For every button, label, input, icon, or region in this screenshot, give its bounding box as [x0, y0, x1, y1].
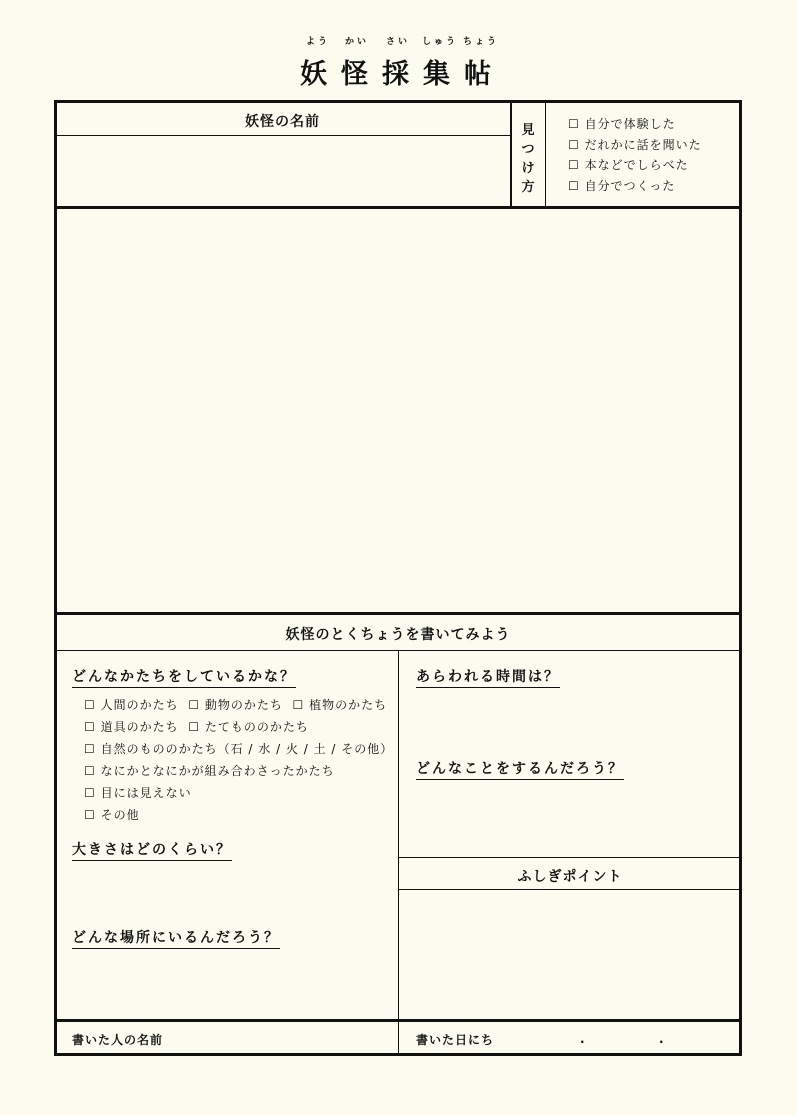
option-label: なにかとなにかが組み合わさったかたち	[100, 764, 335, 778]
mystery-heading: ふしぎポイント	[517, 869, 623, 885]
title-char-2: 怪	[341, 59, 368, 90]
option-label: 目には見えない	[100, 786, 192, 800]
option-label: だれかに話を聞いた	[584, 137, 702, 152]
yokai-name-label: 妖怪の名前	[245, 114, 320, 130]
found-label-char: つ	[521, 142, 535, 157]
found-method-label	[518, 121, 538, 197]
checkbox-icon[interactable]: ☐	[292, 698, 305, 712]
checkbox-icon[interactable]: ☐	[84, 808, 96, 822]
found-label-char: け	[521, 161, 535, 176]
found-option[interactable]	[568, 176, 702, 197]
checkbox-icon[interactable]: ☐	[84, 698, 96, 712]
divider-mystery-heading	[398, 889, 742, 890]
option-label: 動物のかたち	[204, 698, 283, 712]
shape-row	[84, 716, 393, 738]
checkbox-icon[interactable]: ☐	[188, 698, 201, 712]
ruby-sai: さい	[386, 37, 411, 47]
shape-row	[84, 804, 393, 826]
divider-top	[54, 206, 742, 209]
drawing-area[interactable]	[57, 210, 739, 611]
place-question: どんな場所にいるんだろう？	[72, 930, 280, 949]
checkbox-icon[interactable]: ☐	[84, 786, 96, 800]
ruby-chou: ちょう	[463, 37, 500, 47]
option-label: たてもののかたち	[204, 720, 309, 734]
ruby-shuu: しゅう	[422, 37, 459, 47]
mystery-field[interactable]	[400, 891, 739, 1018]
option-label: 人間のかたち	[100, 698, 179, 712]
divider-features-columns	[398, 651, 399, 1056]
divider-found-options	[545, 100, 546, 208]
shape-row	[84, 782, 393, 804]
size-question: 大きさはどのくらい？	[72, 842, 232, 861]
title-char-1: 妖	[300, 59, 327, 90]
checkbox-icon[interactable]: ☐	[568, 158, 580, 172]
checkbox-icon[interactable]: ☐	[84, 764, 96, 778]
found-method-options	[568, 114, 702, 196]
shape-row	[84, 760, 393, 782]
date-label: 書いた日にち	[416, 1033, 495, 1047]
time-question: あらわれる時間は？	[416, 669, 560, 688]
action-question: どんなことをするんだろう？	[416, 761, 624, 780]
option-label: 植物のかたち	[309, 698, 388, 712]
option-label: 自分で体験した	[584, 117, 676, 131]
option-label: 自然のもののかたち（石 / 水 / 火 / 土 / その他）	[100, 742, 394, 756]
yokai-name-field[interactable]	[56, 137, 508, 205]
checkbox-icon[interactable]: ☐	[84, 720, 96, 734]
date-separator: .	[659, 1032, 665, 1046]
found-option[interactable]	[568, 155, 702, 176]
ruby-kai: かい	[345, 37, 370, 47]
shape-row	[84, 694, 393, 716]
divider-name-label	[54, 135, 512, 136]
option-label: 本などでしらべた	[584, 158, 689, 172]
found-option[interactable]	[568, 114, 702, 135]
title-char-3: 採	[382, 59, 409, 90]
date-separator: .	[580, 1032, 586, 1046]
checkbox-icon[interactable]: ☐	[568, 117, 580, 131]
features-heading: 妖怪のとくちょうを書いてみよう	[285, 627, 511, 643]
shape-question: どんなかたちをしているかな？	[72, 669, 296, 688]
option-label: その他	[100, 808, 140, 822]
checkbox-icon[interactable]: ☐	[568, 178, 580, 193]
title-char-4: 集	[423, 59, 450, 90]
author-label: 書いた人の名前	[72, 1033, 164, 1047]
title-char-5: 帖	[464, 59, 491, 90]
divider-footer	[54, 1019, 742, 1022]
shape-options	[84, 694, 393, 826]
checkbox-icon[interactable]: ☐	[84, 742, 96, 756]
option-label: 道具のかたち	[100, 720, 179, 734]
found-label-char: 見	[521, 123, 535, 138]
author-field[interactable]	[170, 1024, 395, 1054]
ruby-you: よう	[306, 37, 331, 47]
found-option[interactable]	[568, 135, 702, 156]
shape-row	[84, 738, 393, 760]
divider-mystery-top	[398, 857, 742, 858]
divider-drawing	[54, 612, 742, 615]
checkbox-icon[interactable]: ☐	[188, 720, 201, 734]
checkbox-icon[interactable]: ☐	[568, 137, 580, 152]
found-label-char: 方	[521, 180, 535, 195]
option-label: 自分でつくった	[584, 178, 676, 193]
